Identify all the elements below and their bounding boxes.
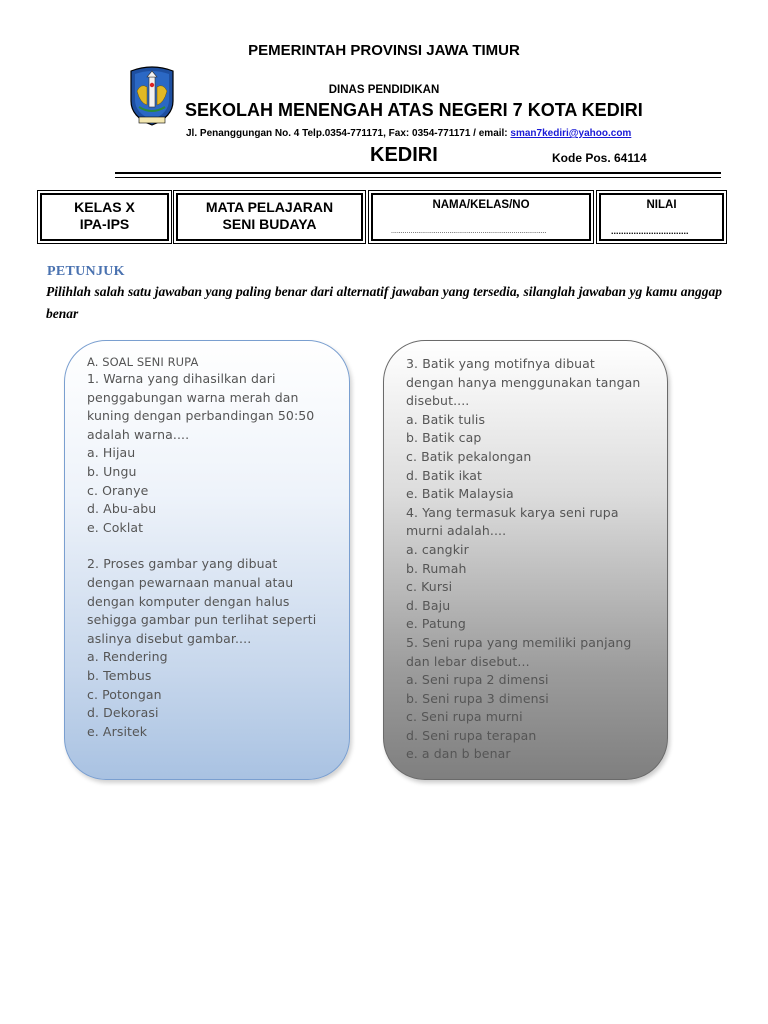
question-3-option[interactable]: a. Batik tulis [406,411,486,427]
question-1-line: kuning dengan perbandingan 50:50 [87,408,315,424]
question-4-option[interactable]: c. Kursi [406,579,453,595]
question-2-option[interactable]: e. Arsitek [87,723,148,739]
department-name: DINAS PENDIDIKAN [328,84,440,96]
section-title: A. SOAL SENI RUPA [87,355,199,369]
question-5-option[interactable]: c. Seni rupa murni [406,709,523,725]
school-name: SEKOLAH MENENGAH ATAS NEGERI 7 KOTA KEDIRI [185,100,643,120]
east-java-emblem-logo [127,65,177,127]
questions-panel-left [64,340,350,780]
question-4-line: 4. Yang termasuk karya seni rupa [406,504,619,520]
city-name: KEDIRI [370,144,438,166]
question-2-option[interactable]: b. Tembus [87,667,152,683]
name-class-number-box [368,190,594,244]
header-divider-thick [115,172,721,174]
instructions-heading: PETUNJUK [47,264,125,279]
question-3-line: dengan hanya menggunakan tangan [406,374,641,390]
name-class-number-blank[interactable]: ................................................................................ [391,228,547,235]
question-3-line: 3. Batik yang motifnya dibuat [406,356,595,371]
subject-label: MATA PELAJARAN [205,199,334,215]
question-1-option[interactable]: a. Hijau [87,445,136,461]
question-3-option[interactable]: b. Batik cap [406,430,482,446]
question-5-line: 5. Seni rupa yang memiliki panjang [406,634,632,650]
question-1-option[interactable]: d. Abu-abu [87,501,157,517]
email-link[interactable]: sman7kediri@yahoo.com [510,128,632,139]
question-4-option[interactable]: b. Rumah [406,560,467,576]
question-1-line: adalah warna.... [87,426,190,442]
header-divider-thin [115,177,721,178]
question-4-line: murni adalah.... [406,523,507,539]
name-class-number-label: NAMA/KELAS/NO [432,199,530,211]
questions-panel-right [383,340,668,780]
instructions-text: Pilihlah salah satu jawaban yang paling benar dari alternatif jawaban yang tersedia, silanglah jawaban yg kamu anggap benar [46,284,722,321]
question-3-option[interactable]: d. Batik ikat [406,467,483,483]
government-name: PEMERINTAH PROVINSI JAWA TIMUR [248,42,520,59]
question-5-option[interactable]: e. a dan b benar [406,746,511,762]
question-1-option[interactable]: c. Oranye [87,482,149,498]
question-2-line: dengan pewarnaan manual atau [87,574,294,590]
question-4-option[interactable]: e. Patung [406,616,466,632]
question-3-option[interactable]: c. Batik pekalongan [406,448,532,464]
question-5-option[interactable]: b. Seni rupa 3 dimensi [406,690,549,706]
question-1-option[interactable]: b. Ungu [87,463,137,479]
class-program: IPA-IPS [79,216,130,232]
question-5-option[interactable]: d. Seni rupa terapan [406,727,537,743]
question-4-option[interactable]: a. cangkir [406,541,469,557]
question-3-line: disebut.... [406,393,470,409]
question-5-option[interactable]: a. Seni rupa 2 dimensi [406,672,549,688]
question-1-line: penggabungan warna merah dan [87,389,299,405]
question-2-line: 2. Proses gambar yang dibuat [87,556,278,572]
question-1-line: 1. Warna yang dihasilkan dari [87,371,276,386]
score-blank[interactable]: ............................... [611,226,689,236]
question-4-option[interactable]: d. Baju [406,597,451,613]
subject-name: SENI BUDAYA [222,216,317,232]
question-5-line: dan lebar disebut... [406,653,530,669]
class-box [37,190,172,244]
question-2-line: dengan komputer dengan halus [87,593,290,609]
class-label: KELAS X [74,199,135,215]
question-3-option[interactable]: e. Batik Malaysia [406,486,514,502]
question-1-option[interactable]: e. Coklat [87,519,144,535]
question-2-option[interactable]: a. Rendering [87,649,168,665]
score-box [596,190,727,244]
school-address [186,128,631,139]
question-2-option[interactable]: c. Potongan [87,686,162,702]
postal-code: Kode Pos. 64114 [552,151,647,165]
address-text: Jl. Penanggungan No. 4 Telp.0354-771171, Fax: 0354-771171 / email: [186,128,511,139]
question-2-option[interactable]: d. Dekorasi [87,705,159,721]
score-label: NILAI [646,199,677,211]
question-2-line: aslinya disebut gambar.... [87,630,252,646]
question-2-line: sehigga gambar pun terlihat seperti [87,612,317,628]
subject-box [173,190,366,244]
